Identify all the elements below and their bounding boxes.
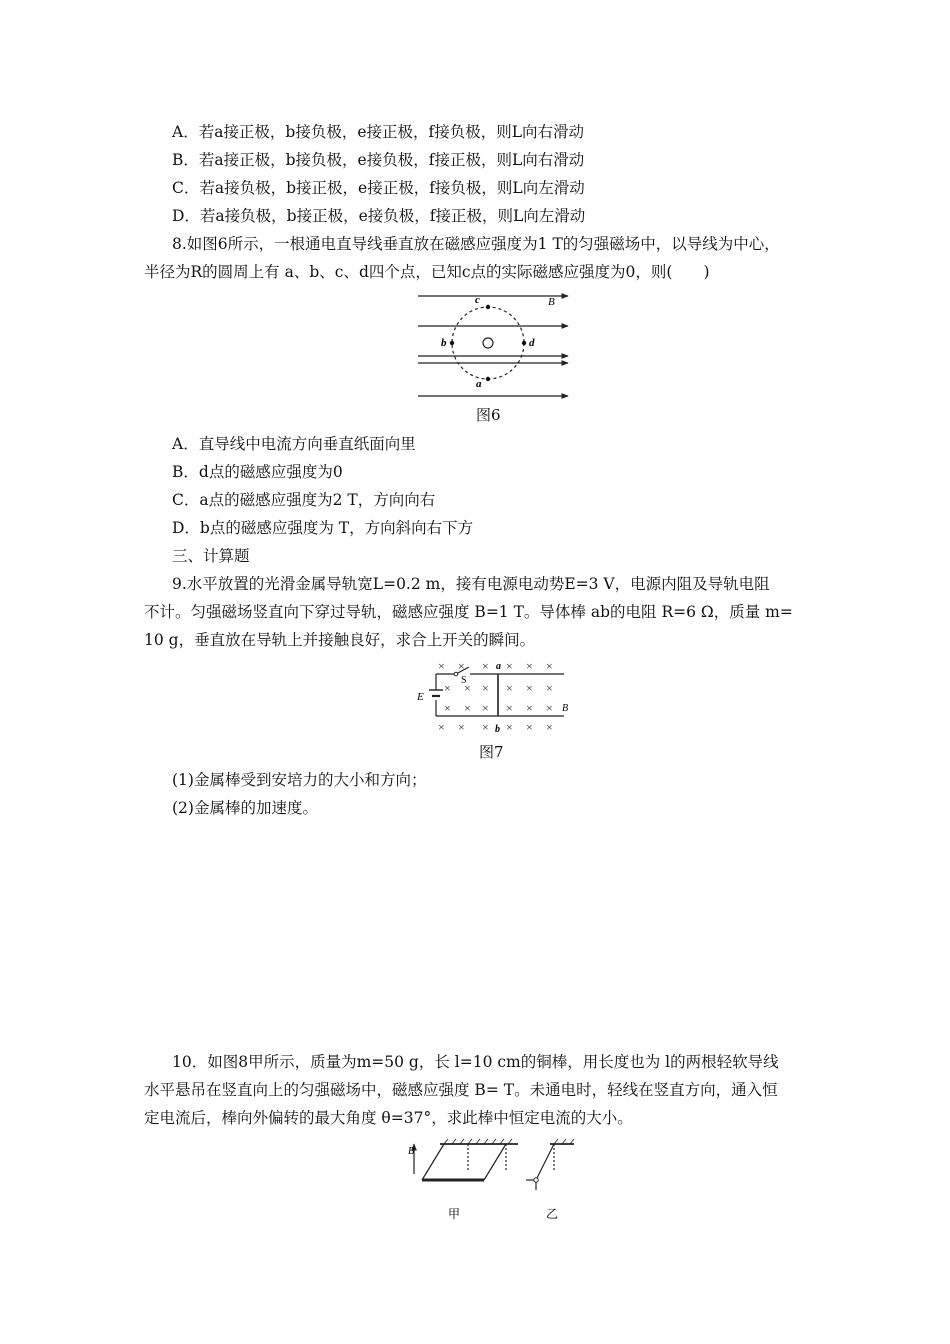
q9-stem-line2: 不计。匀强磁场竖直向下穿过导轨，磁感应强度 B=1 T。导体棒 ab的电阻 R=6 Ω，质量 m= (144, 603, 793, 621)
label-c: c (475, 294, 480, 306)
figure-7-caption: 图7 (479, 743, 504, 761)
label-B-up: B (408, 1146, 415, 1157)
label-a-rod: a (496, 661, 501, 672)
q7-option-c: C．若a接负极，b接正极，e接正极，f接负极，则L向左滑动 (172, 179, 585, 197)
q8-option-a: A．直导线中电流方向垂直纸面向里 (172, 435, 416, 453)
svg-text:×: × (482, 659, 489, 673)
q10-stem-line1: 10．如图8甲所示，质量为m=50 g，长 l=10 cm的铜棒，用长度也为 l的两根轻软导线 (172, 1053, 779, 1071)
label-b: b (441, 337, 447, 349)
label-S: S (461, 675, 467, 686)
svg-text:×: × (458, 720, 465, 734)
label-B-field: B (562, 703, 569, 714)
q9-stem-line1: 9.水平放置的光滑金属导轨宽L=0.2 m，接有电源电动势E=3 V，电源内阻及导轨电阻 (172, 575, 770, 593)
svg-text:×: × (464, 701, 471, 715)
label-jia: 甲 (448, 1207, 461, 1221)
q8-stem-line1: 8.如图6所示，一根通电直导线垂直放在磁感应强度为1 T的匀强磁场中，以导线为中心， (172, 235, 780, 253)
svg-text:×: × (444, 681, 451, 695)
svg-text:×: × (506, 720, 513, 734)
svg-text:×: × (506, 701, 513, 715)
q8-option-d: D．b点的磁感应强度为 T，方向斜向右下方 (172, 519, 474, 537)
q8-option-b: B．d点的磁感应强度为0 (172, 463, 343, 481)
svg-text:×: × (546, 659, 553, 673)
svg-text:×: × (464, 681, 471, 695)
wire-cross-section (483, 338, 493, 348)
svg-text:×: × (526, 681, 533, 695)
svg-text:×: × (526, 701, 533, 715)
svg-text:×: × (546, 681, 553, 695)
svg-text:×: × (458, 659, 465, 673)
svg-text:×: × (482, 701, 489, 715)
svg-text:×: × (438, 720, 445, 734)
q7-option-d: D．若a接负极，b接正极，e接负极，f接正极，则L向左滑动 (172, 207, 586, 225)
svg-text:×: × (526, 720, 533, 734)
svg-text:×: × (506, 659, 513, 673)
figure-6 (410, 288, 580, 403)
q8-option-c: C．a点的磁感应强度为2 T，方向向右 (172, 491, 436, 509)
svg-text:×: × (444, 701, 451, 715)
q7-option-b: B．若a接正极，b接负极，e接负极，f接正极，则L向右滑动 (172, 151, 585, 169)
section-title: 三、计算题 (172, 547, 250, 565)
label-b-rod: b (495, 724, 500, 735)
label-E: E (417, 691, 424, 703)
q9-stem-line3: 10 g，垂直放在导轨上并接触良好，求合上开关的瞬间。 (144, 631, 536, 649)
svg-text:×: × (506, 681, 513, 695)
figure-8-yi (526, 1139, 574, 1190)
svg-text:×: × (482, 681, 489, 695)
svg-text:×: × (546, 701, 553, 715)
q7-option-a: A．若a接正极，b接负极，e接正极，f接负极，则L向右滑动 (172, 123, 585, 141)
q9-sub-question-1: (1)金属棒受到安培力的大小和方向； (172, 771, 427, 789)
q8-stem-line2: 半径为R的圆周上有 a、b、c、d四个点，已知c点的实际磁感应强度为0，则( ) (144, 263, 710, 281)
svg-text:×: × (526, 659, 533, 673)
q10-stem-line2: 水平悬吊在竖直向上的匀强磁场中，磁感应强度 B= T。未通电时，轻线在竖直方向，通入恒 (144, 1081, 778, 1099)
figure-8 (408, 1136, 588, 1226)
figure-8-jia (414, 1139, 518, 1180)
svg-text:×: × (438, 659, 445, 673)
svg-text:×: × (482, 720, 489, 734)
svg-text:×: × (546, 720, 553, 734)
label-a: a (476, 378, 482, 390)
q10-stem-line3: 定电流后，棒向外偏转的最大角度 θ=37°，求此棒中恒定电流的大小。 (144, 1109, 633, 1127)
figure-7 (414, 656, 574, 738)
label-d: d (529, 337, 535, 349)
figure-6-caption: 图6 (476, 406, 501, 424)
label-B: B (548, 296, 555, 308)
q9-sub-question-2: (2)金属棒的加速度。 (172, 799, 318, 817)
label-yi: 乙 (546, 1207, 559, 1221)
